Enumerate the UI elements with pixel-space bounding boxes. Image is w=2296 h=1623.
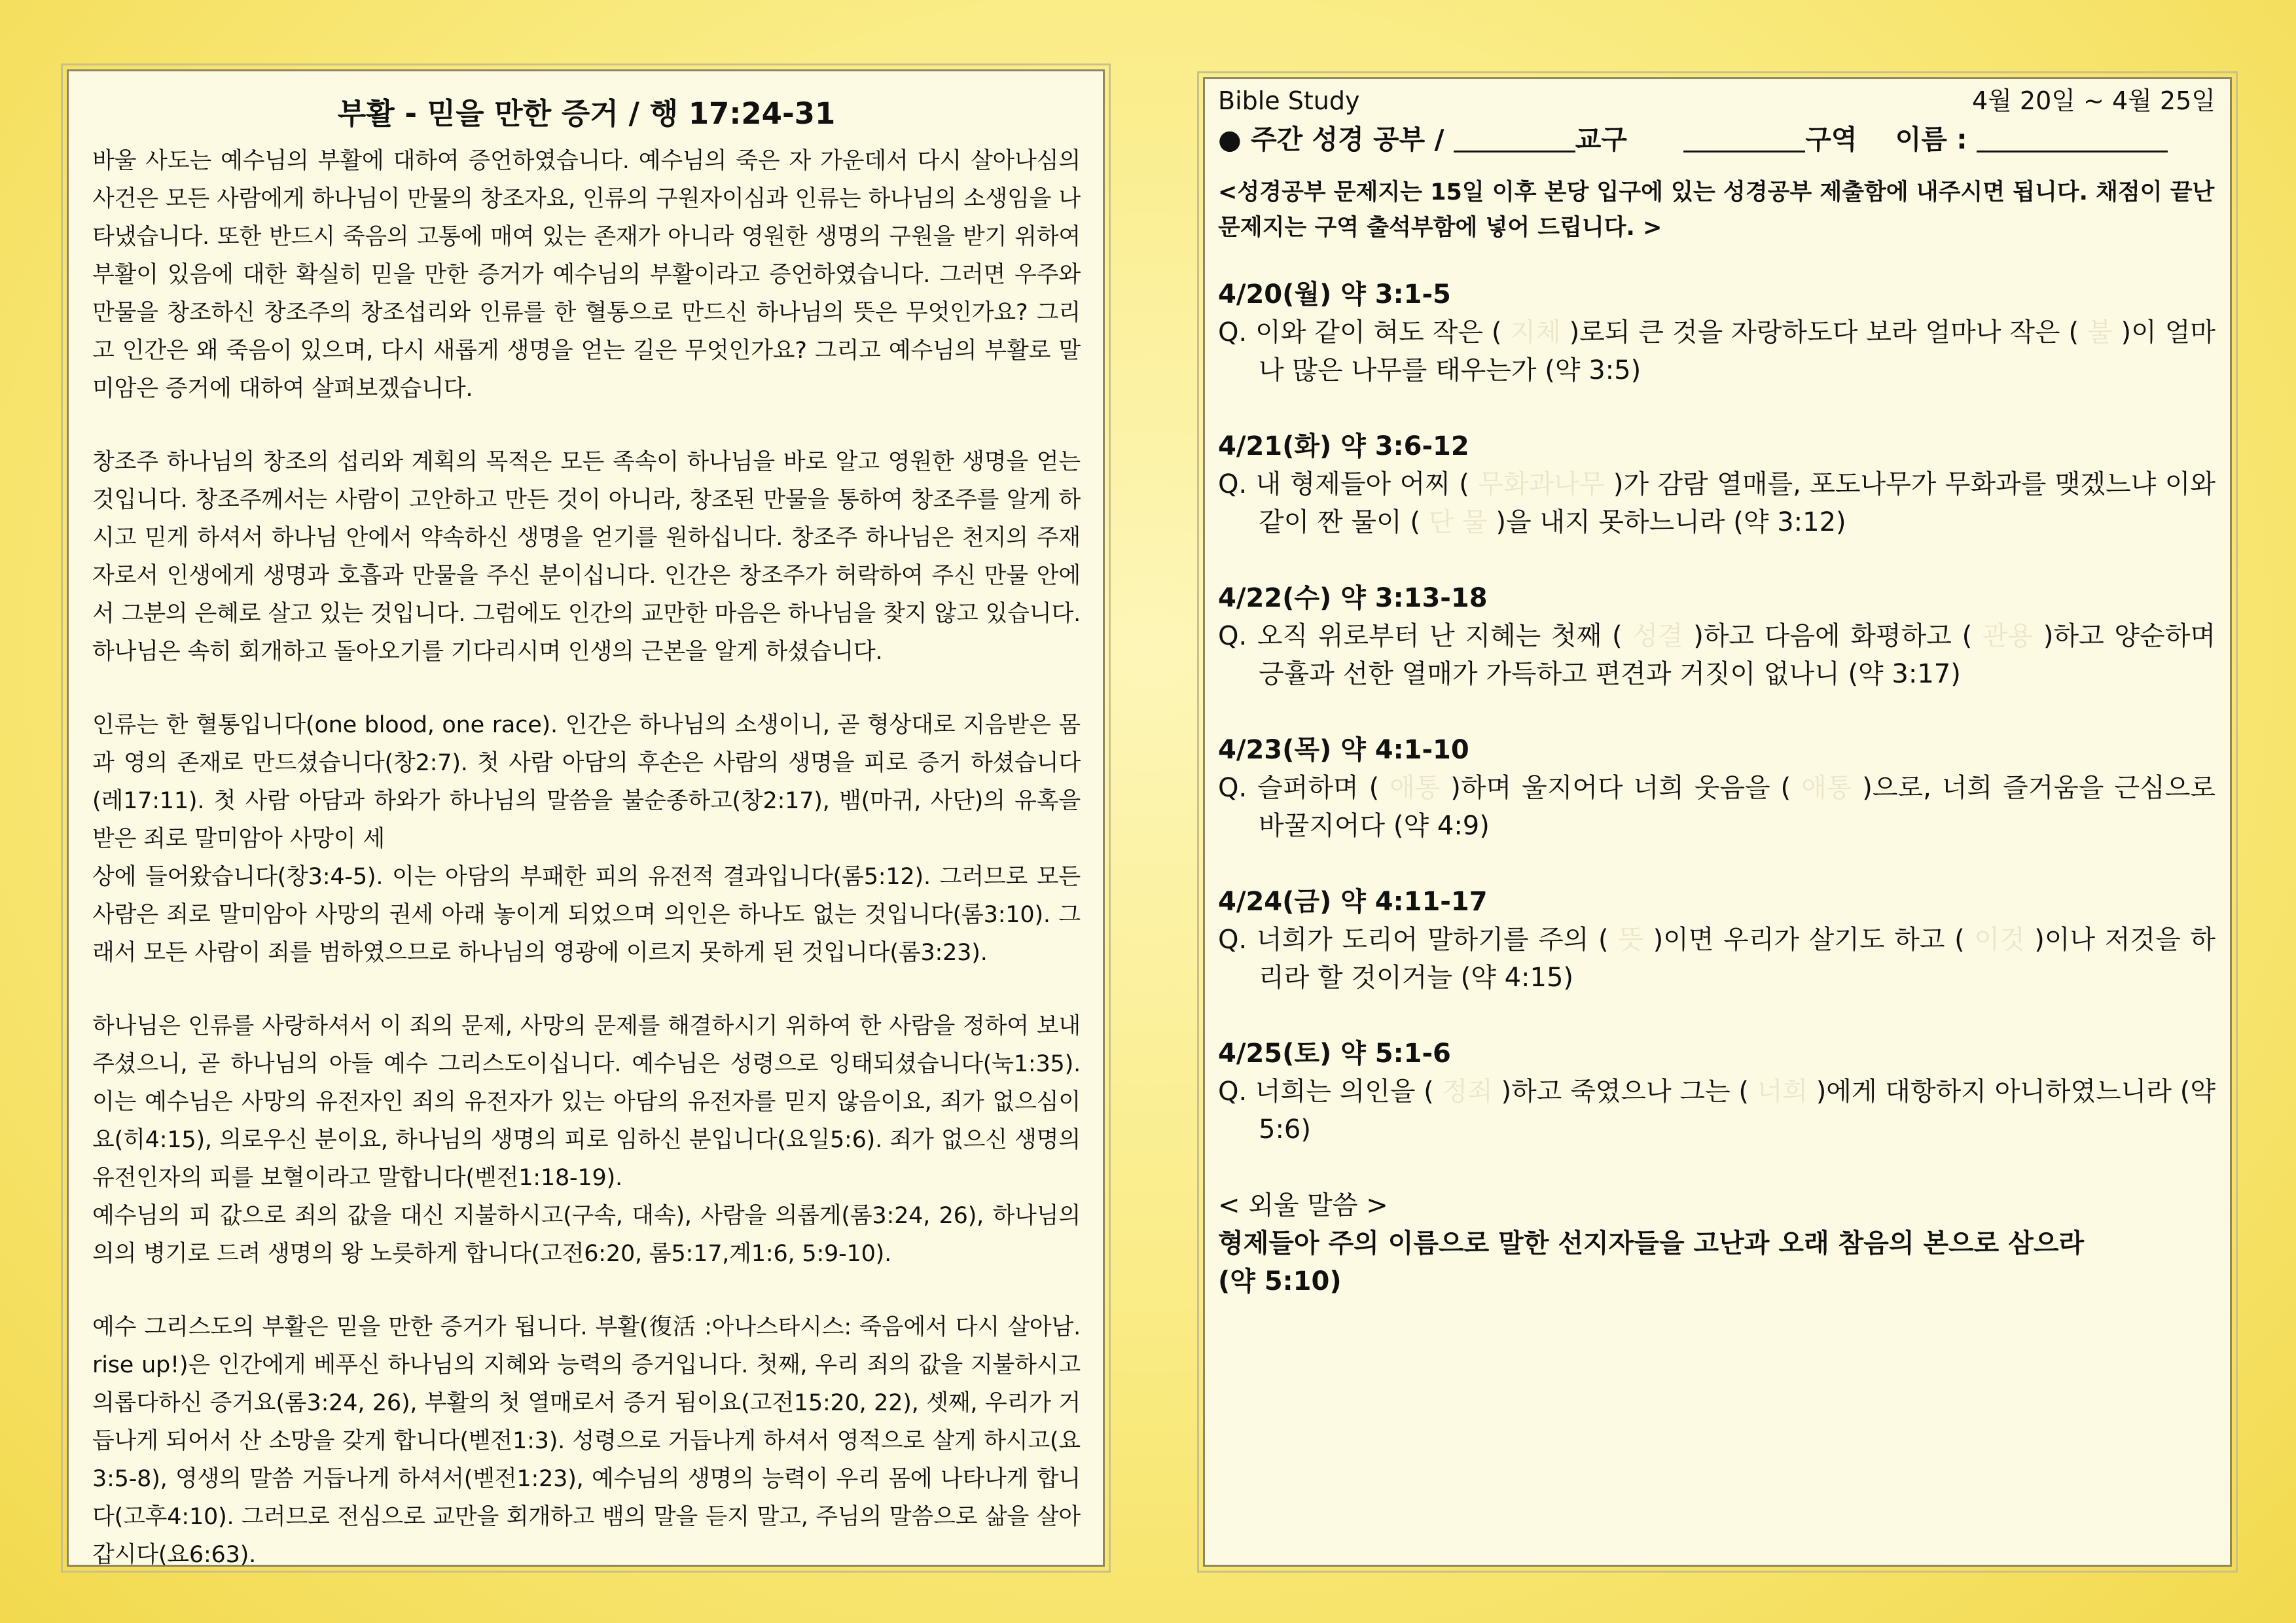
answer-blank[interactable]: 단 물 — [1428, 507, 1488, 537]
question-segment: 이와 같이 혀도 작은 ( — [1247, 317, 1511, 348]
memory-verse-text: 형제들아 주의 이름으로 말한 선지자들을 고난과 오래 참음의 본으로 삼으라 — [1218, 1228, 2085, 1258]
question-segment: )로되 큰 것을 자랑하도다 보라 얼마나 작은 ( — [1560, 317, 2087, 348]
day-heading: 4/24(금) 약 4:11-17 — [1218, 887, 1488, 917]
answer-blank[interactable]: 불 — [2087, 317, 2113, 348]
answer-blank[interactable]: 이것 — [1974, 925, 2025, 955]
name-blank[interactable] — [1977, 122, 2168, 152]
question-segment: )가 감람 열매를, 포도나무가 무화과를 맺겠느냐 이와 같이 짠 물이 ( — [1259, 469, 2215, 537]
question-marker: Q. — [1218, 1077, 1247, 1107]
answer-blank[interactable]: 애통 — [1390, 773, 1441, 803]
district-blank[interactable] — [1454, 122, 1575, 152]
question-text — [1218, 921, 2215, 997]
question-segment: 너희는 의인을 ( — [1247, 1077, 1443, 1107]
answer-blank[interactable]: 정죄 — [1442, 1077, 1493, 1107]
question-segment: 내 형제들아 어찌 ( — [1247, 469, 1479, 499]
name-label: 이름 : — [1895, 124, 1967, 155]
answer-blank[interactable]: 뜻 — [1618, 925, 1643, 955]
question-segment: )하고 죽였으나 그는 ( — [1492, 1077, 1757, 1107]
day-block — [1218, 731, 2215, 845]
memory-verse-ref: (약 5:10) — [1218, 1266, 1342, 1296]
district-label: 교구 — [1575, 124, 1627, 155]
sermon-paragraph-3: 인류는 한 혈통입니다(one blood, one race). 인간은 하나님의 소생이니, 곧 형상대로 지음받은 몸과 영의 존재로 만드셨습니다(창2:7). 첫 사람 아담의 후손은 사람의 생명을 피로 증거 하셨습니다(레17:11). 첫 사람 아담과 하와가 하나님의 말씀을 불순종하고(창2:17), 뱀(마귀, 사단)의 유혹을 받은 죄로 말미암아 사망이 세 — [92, 712, 1081, 852]
day-block — [1218, 276, 2215, 389]
zone-blank[interactable] — [1683, 122, 1805, 152]
question-segment: )하며 울지어다 너희 웃음을 ( — [1440, 773, 1802, 803]
date-range: 4월 20일 ~ 4월 25일 — [1971, 86, 2215, 115]
bible-study-label: Bible Study — [1218, 86, 1360, 115]
question-segment: 오직 위로부터 난 지혜는 첫째 ( — [1247, 621, 1633, 651]
worksheet-header — [1218, 82, 2215, 120]
question-marker: Q. — [1218, 317, 1247, 348]
zone-label: 구역 — [1805, 124, 1857, 155]
question-segment: )에게 대항하지 아니하였느니라 (약 5:6) — [1259, 1077, 2216, 1145]
day-block — [1218, 427, 2215, 541]
sermon-paragraph-6: 예수 그리스도의 부활은 믿을 만한 증거가 됩니다. 부활(復活 :아나스타시스: 죽음에서 다시 살아남. rise up!)은 인간에게 베푸신 하나님의 지혜와 능력의 증거입니다. 첫째, 우리 죄의 값을 지불하시고 의롭다하신 증거요(롬3:24, 26), 부활의 첫 열매로서 증거 됨이요(고전15:20, 22), 셋째, 우리가 거듭나게 되어서 산 소망을 갖게 합니다(벧전1:3). 성령으로 거듭나게 하셔서 영적으로 살게 하시고(요3:5-8), 영생의 말씀 거듭나게 하셔서(벧전1:23), 예수님의 생명의 능력이 우리 몸에 나타나게 합니다(고후4:10). 그러므로 전심으로 교만을 회개하고 뱀의 말을 듣지 말고, 주님의 말씀으로 삶을 살아갑시다(요6:63). — [92, 1314, 1081, 1568]
question-text — [1218, 1073, 2215, 1149]
question-segment: )이나 저것을 하리라 할 것이거늘 (약 4:15) — [1259, 925, 2215, 993]
daily-questions — [1218, 276, 2215, 1149]
answer-blank[interactable]: 성결 — [1632, 621, 1683, 651]
study-title: 주간 성경 공부 / — [1251, 124, 1444, 155]
question-segment: )하고 양순하며 긍휼과 선한 열매가 가득하고 편견과 거짓이 없나니 (약 3:17) — [1259, 621, 2215, 689]
question-segment: 슬퍼하며 ( — [1247, 773, 1390, 803]
question-text — [1218, 313, 2215, 389]
submission-notice: <성경공부 문제지는 15일 이후 본당 입구에 있는 성경공부 제출함에 내주시면 됩니다. 채점이 끝난 문제지는 구역 출석부함에 넣어 드립니다. > — [1218, 179, 2215, 241]
question-segment: 너희가 도리어 말하기를 주의 ( — [1247, 925, 1619, 955]
answer-blank[interactable]: 너희 — [1757, 1077, 1808, 1107]
question-text — [1218, 769, 2215, 845]
question-marker: Q. — [1218, 621, 1247, 651]
answer-blank[interactable]: 무화과나무 — [1478, 469, 1605, 499]
question-text — [1218, 617, 2215, 693]
sermon-paragraph-3b: 상에 들어왔습니다(창3:4-5). 이는 아담의 부패한 피의 유전적 결과입니다(롬5:12). 그러므로 모든 사람은 죄로 말미암아 사망의 권세 아래 놓이게 되었으며 의인은 하나도 없는 것입니다(롬3:10). 그래서 모든 사람이 죄를 범하였으므로 하나님의 영광에 이르지 못하게 된 것입니다(롬3:23). — [92, 864, 1081, 966]
answer-blank[interactable]: 애통 — [1801, 773, 1852, 803]
worksheet-panel — [1203, 77, 2232, 1567]
answer-blank[interactable]: 지체 — [1510, 317, 1561, 348]
question-text — [1218, 465, 2215, 541]
day-heading: 4/20(월) 약 3:1-5 — [1218, 279, 1451, 310]
sermon-paragraph-2: 창조주 하나님의 창조의 섭리와 계획의 목적은 모든 족속이 하나님을 바로 알고 영원한 생명을 얻는 것입니다. 창조주께서는 사람이 고안하고 만든 것이 아니라, 창조된 만물을 통하여 창조주를 알게 하시고 믿게 하셔서 하나님 안에서 약속하신 생명을 얻기를 원하십니다. 창조주 하나님은 천지의 주재자로서 인생에게 생명과 호흡과 만물을 주신 분이십니다. 인간은 창조주가 허락하여 주신 만물 안에서 그분의 은혜로 살고 있는 것입니다. 그럼에도 인간의 교만한 마음은 하나님을 찾지 않고 있습니다. 하나님은 속히 회개하고 돌아오기를 기다리시며 인생의 근본을 알게 하셨습니다. — [92, 449, 1081, 665]
memory-verse-title: < 외울 말씀 > — [1218, 1190, 1388, 1221]
day-heading: 4/23(목) 약 4:1-10 — [1218, 735, 1469, 765]
day-block — [1218, 883, 2215, 997]
question-marker: Q. — [1218, 469, 1247, 499]
day-block — [1218, 1035, 2215, 1149]
answer-blank[interactable]: 관용 — [1982, 621, 2034, 651]
sermon-title: 부활 - 믿을 만한 증거 / 행 17:24-31 — [337, 96, 836, 131]
bullet-icon: ● — [1218, 124, 1242, 155]
day-heading: 4/21(화) 약 3:6-12 — [1218, 431, 1469, 461]
question-segment: )으로, 너희 즐거움을 근심으로 바꿀지어다 (약 4:9) — [1259, 773, 2215, 841]
question-segment: )이 얼마나 많은 나무를 태우는가 (약 3:5) — [1259, 317, 2215, 385]
day-block — [1218, 579, 2215, 693]
question-marker: Q. — [1218, 773, 1247, 803]
sermon-paragraph-5: 예수님의 피 값으로 죄의 값을 대신 지불하시고(구속, 대속), 사람을 의롭게(롬3:24, 26), 하나님의 의의 병기로 드려 생명의 왕 노릇하게 합니다(고전6:20, 롬5:17,계1:6, 5:9-10). — [92, 1203, 1081, 1267]
sermon-paragraph-1: 바울 사도는 예수님의 부활에 대하여 증언하였습니다. 예수님의 죽은 자 가운데서 다시 살아나심의 사건은 모든 사람에게 하나님이 만물의 창조자요, 인류의 구원자이심과 인류는 하나님의 소생임을 나타냈습니다. 또한 반드시 죽음의 고통에 매여 있는 존재가 아니라 영원한 생명의 구원을 받기 위하여 부활이 있음에 대한 확실히 믿을 만한 증거가 예수님의 부활이라고 증언하였습니다. 그러면 우주와 만물을 창조하신 창조주의 창조섭리와 인류를 한 혈통으로 만드신 하나님의 뜻은 무엇인가요? 그리고 인간은 왜 죽음이 있으며, 다시 새롭게 생명을 얻는 길은 무엇인가요? 그리고 예수님의 부활로 말미암은 증거에 대하여 살펴보겠습니다. — [92, 148, 1081, 402]
question-segment: )을 내지 못하느니라 (약 3:12) — [1487, 507, 1846, 537]
sermon-paragraph-4: 하나님은 인류를 사랑하셔서 이 죄의 문제, 사망의 문제를 해결하시기 위하여 한 사람을 정하여 보내주셨으니, 곧 하나님의 아들 예수 그리스도이십니다. 예수님은 성령으로 잉태되셨습니다(눅1:35). 이는 예수님은 사망의 유전자인 죄의 유전자가 있는 아담의 유전자를 믿지 않음이요, 죄가 없으심이요(히4:15), 의로우신 분이요, 하나님의 생명의 피로 임하신 분입니다(요일5:6). 죄가 없으신 생명의 유전인자의 피를 보혈이라고 말합니다(벧전1:18-19). — [92, 1013, 1081, 1191]
day-heading: 4/22(수) 약 3:13-18 — [1218, 583, 1488, 613]
question-segment: )하고 다음에 화평하고 ( — [1683, 621, 1982, 651]
question-segment: )이면 우리가 살기도 하고 ( — [1643, 925, 1975, 955]
study-title-line — [1218, 118, 2215, 160]
sermon-panel — [67, 69, 1105, 1567]
question-marker: Q. — [1218, 925, 1247, 955]
day-heading: 4/25(토) 약 5:1-6 — [1218, 1039, 1451, 1069]
